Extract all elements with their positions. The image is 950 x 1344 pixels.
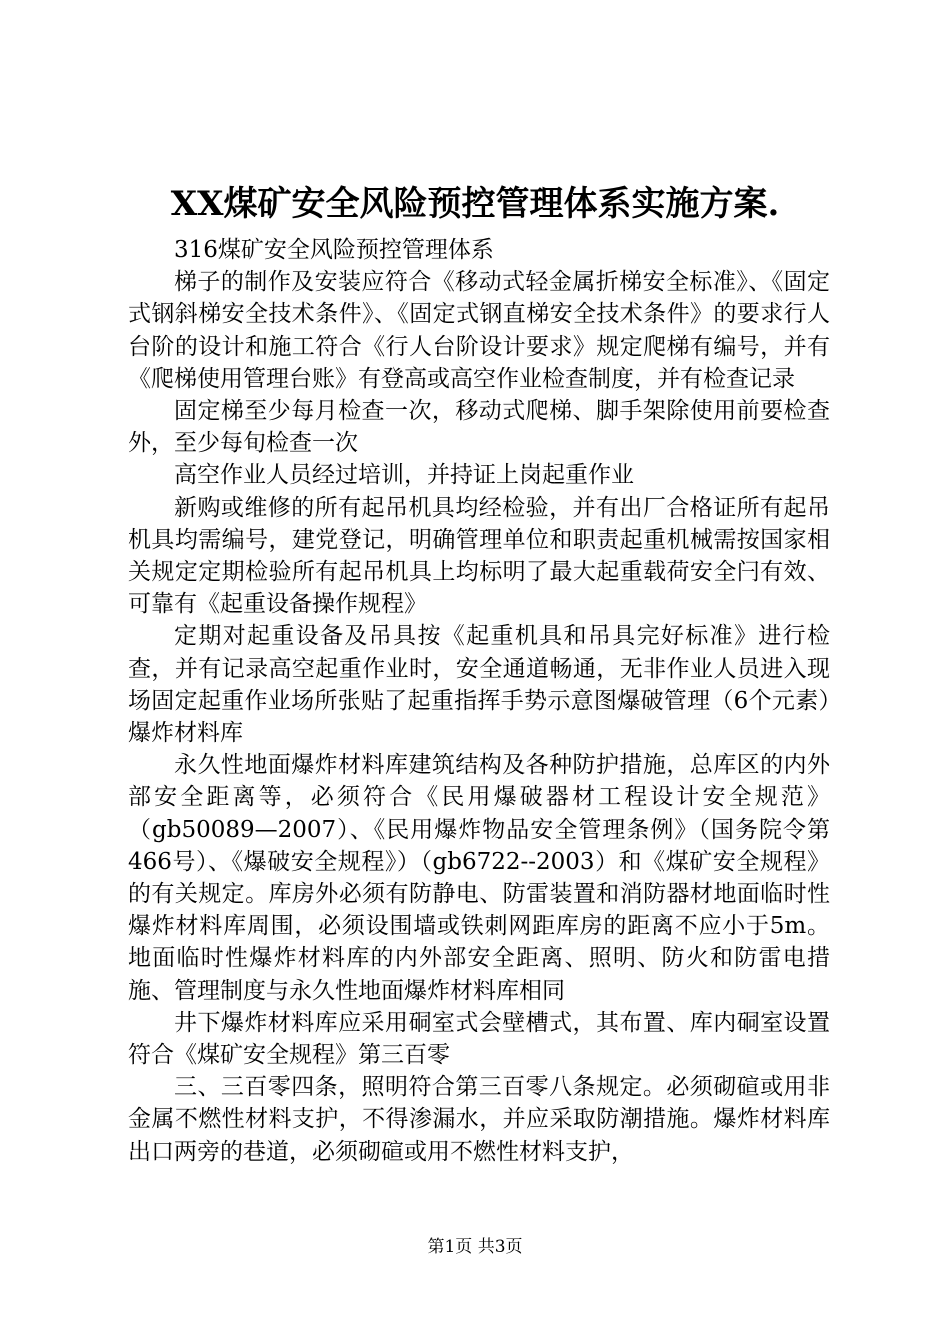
- document-body: [128, 234, 830, 1168]
- paragraph: 定期对起重设备及吊具按《起重机具和吊具完好标准》进行检查，并有记录高空起重作业时，安全通道畅通，无非作业人员进入现场固定起重作业场所张贴了起重指挥手势示意图爆破管理（6个元素）爆炸材料库: [128, 623, 830, 747]
- paragraph: 新购或维修的所有起吊机具均经检验，并有出厂合格证所有起吊机具均需编号，建党登记，明确管理单位和职责起重机械需按国家相关规定定期检验所有起吊机具上均标明了最大起重载荷安全闩有效、可靠有《起重设备操作规程》: [128, 494, 830, 618]
- paragraph: 高空作业人员经过培训，并持证上岗起重作业: [174, 462, 634, 489]
- document-title: XX煤矿安全风险预控管理体系实施方案.: [170, 184, 780, 224]
- paragraph: 梯子的制作及安装应符合《移动式轻金属折梯安全标准》、《固定式钢斜梯安全技术条件》、《固定式钢直梯安全技术条件》的要求行人台阶的设计和施工符合《行人台阶设计要求》规定爬梯有编号，并有《爬梯使用管理台账》有登高或高空作业检查制度，并有检查记录: [128, 269, 830, 392]
- paragraph: 永久性地面爆炸材料库建筑结构及各种防护措施，总库区的内外部安全距离等，必须符合《民用爆破器材工程设计安全规范》（gb50089—2007）、《民用爆炸物品安全管理条例》（国务院令第466号）、《爆破安全规程》）（gb6722--2003）和《煤矿安全规程》的有关规定。库房外必须有防静电、防雷装置和消防器材地面临时性爆炸材料库周围，必须设围墙或铁刺网距库房的距离不应小于5m。地面临时性爆炸材料库的内外部安全距离、照明、防火和防雷电措施、管理制度与永久性地面爆炸材料库相同: [128, 752, 830, 1004]
- paragraph: 三、三百零四条，照明符合第三百零八条规定。必须砌碹或用非金属不燃性材料支护，不得渗漏水，并应采取防潮措施。爆炸材料库出口两旁的巷道，必须砌碹或用不燃性材料支护，: [128, 1074, 830, 1165]
- paragraph: 井下爆炸材料库应采用硐室式会壁槽式，其布置、库内硐室设置符合《煤矿安全规程》第三百零: [128, 1009, 830, 1069]
- page-footer: 第1页 共3页: [427, 1237, 523, 1257]
- paragraph: 固定梯至少每月检查一次，移动式爬梯、脚手架除使用前要检查外，至少每旬检查一次: [128, 398, 830, 457]
- section-heading: 316煤矿安全风险预控管理体系: [174, 237, 494, 263]
